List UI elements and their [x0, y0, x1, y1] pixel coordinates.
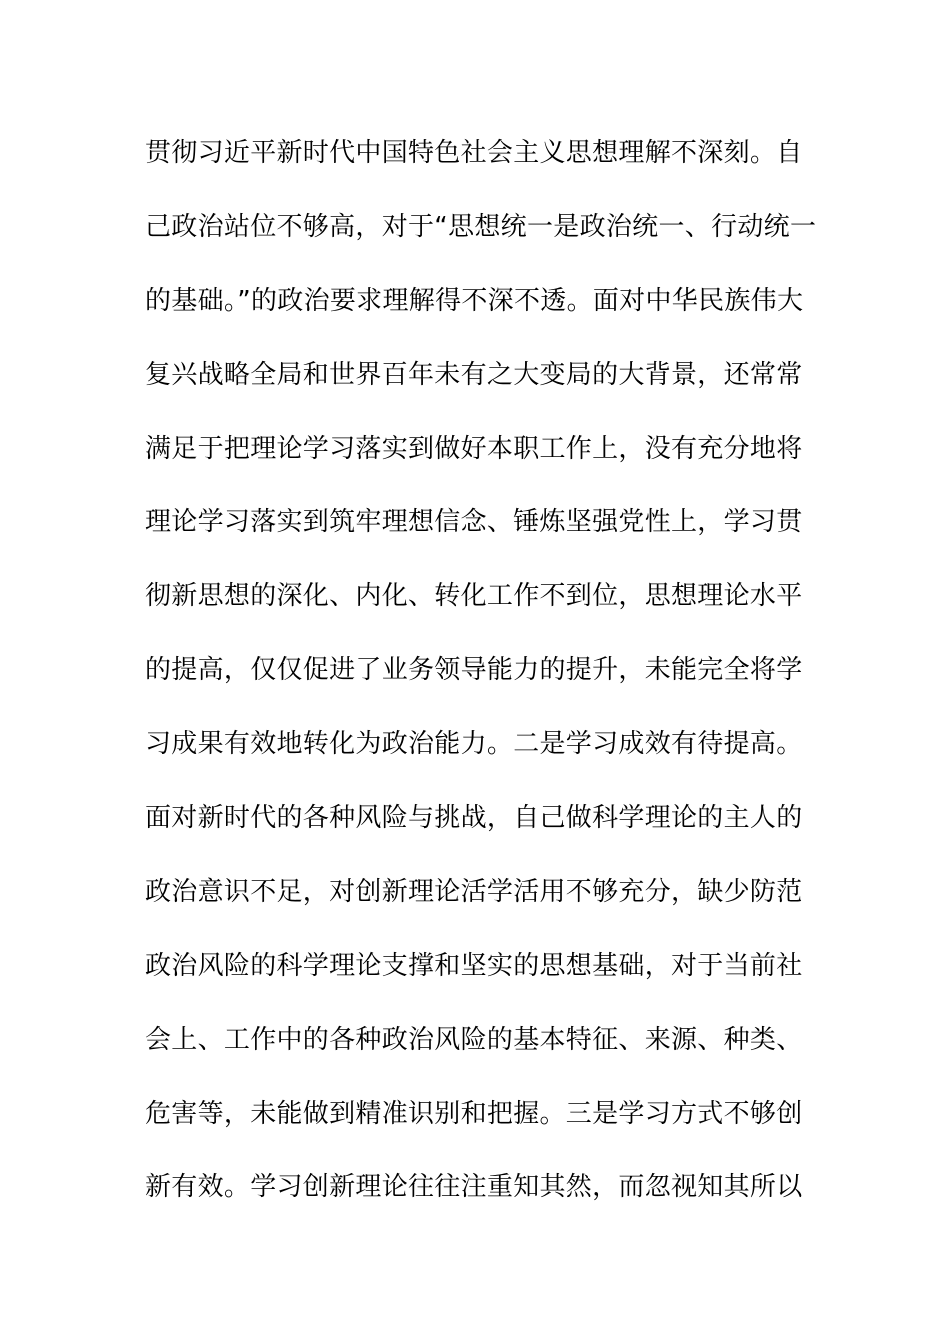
- text-line: 的提高，仅仅促进了业务领导能力的提升，未能完全将学: [145, 655, 803, 686]
- text-line: 理论学习落实到筑牢理想信念、锤炼坚强党性上，学习贯: [145, 507, 803, 538]
- text-line: 习成果有效地转化为政治能力。二是学习成效有待提高。: [145, 729, 803, 760]
- text-line: 危害等，未能做到精准识别和把握。三是学习方式不够创: [145, 1098, 803, 1129]
- text-line: 复兴战略全局和世界百年未有之大变局的大背景，还常常: [145, 359, 803, 390]
- text-line: 己政治站位不够高，对于“思想统一是政治统一、行动统一: [145, 211, 817, 242]
- text-line: 彻新思想的深化、内化、转化工作不到位，思想理论水平: [145, 581, 803, 612]
- text-line: 政治风险的科学理论支撑和坚实的思想基础，对于当前社: [145, 950, 803, 981]
- body-text: [145, 126, 815, 1234]
- text-line: 贯彻习近平新时代中国特色社会主义思想理解不深刻。自: [145, 138, 803, 168]
- text-line: 面对新时代的各种风险与挑战，自己做科学理论的主人的: [145, 803, 803, 834]
- text-line: 政治意识不足，对创新理论活学活用不够充分，缺少防范: [145, 876, 803, 907]
- text-line: 满足于把理论学习落实到做好本职工作上，没有充分地将: [145, 433, 803, 464]
- text-line: 会上、工作中的各种政治风险的基本特征、来源、种类、: [145, 1024, 803, 1055]
- text-line: 新有效。学习创新理论往往注重知其然，而忽视知其所以: [145, 1172, 803, 1203]
- text-line: 的基础。”的政治要求理解得不深不透。面对中华民族伟大: [145, 285, 804, 316]
